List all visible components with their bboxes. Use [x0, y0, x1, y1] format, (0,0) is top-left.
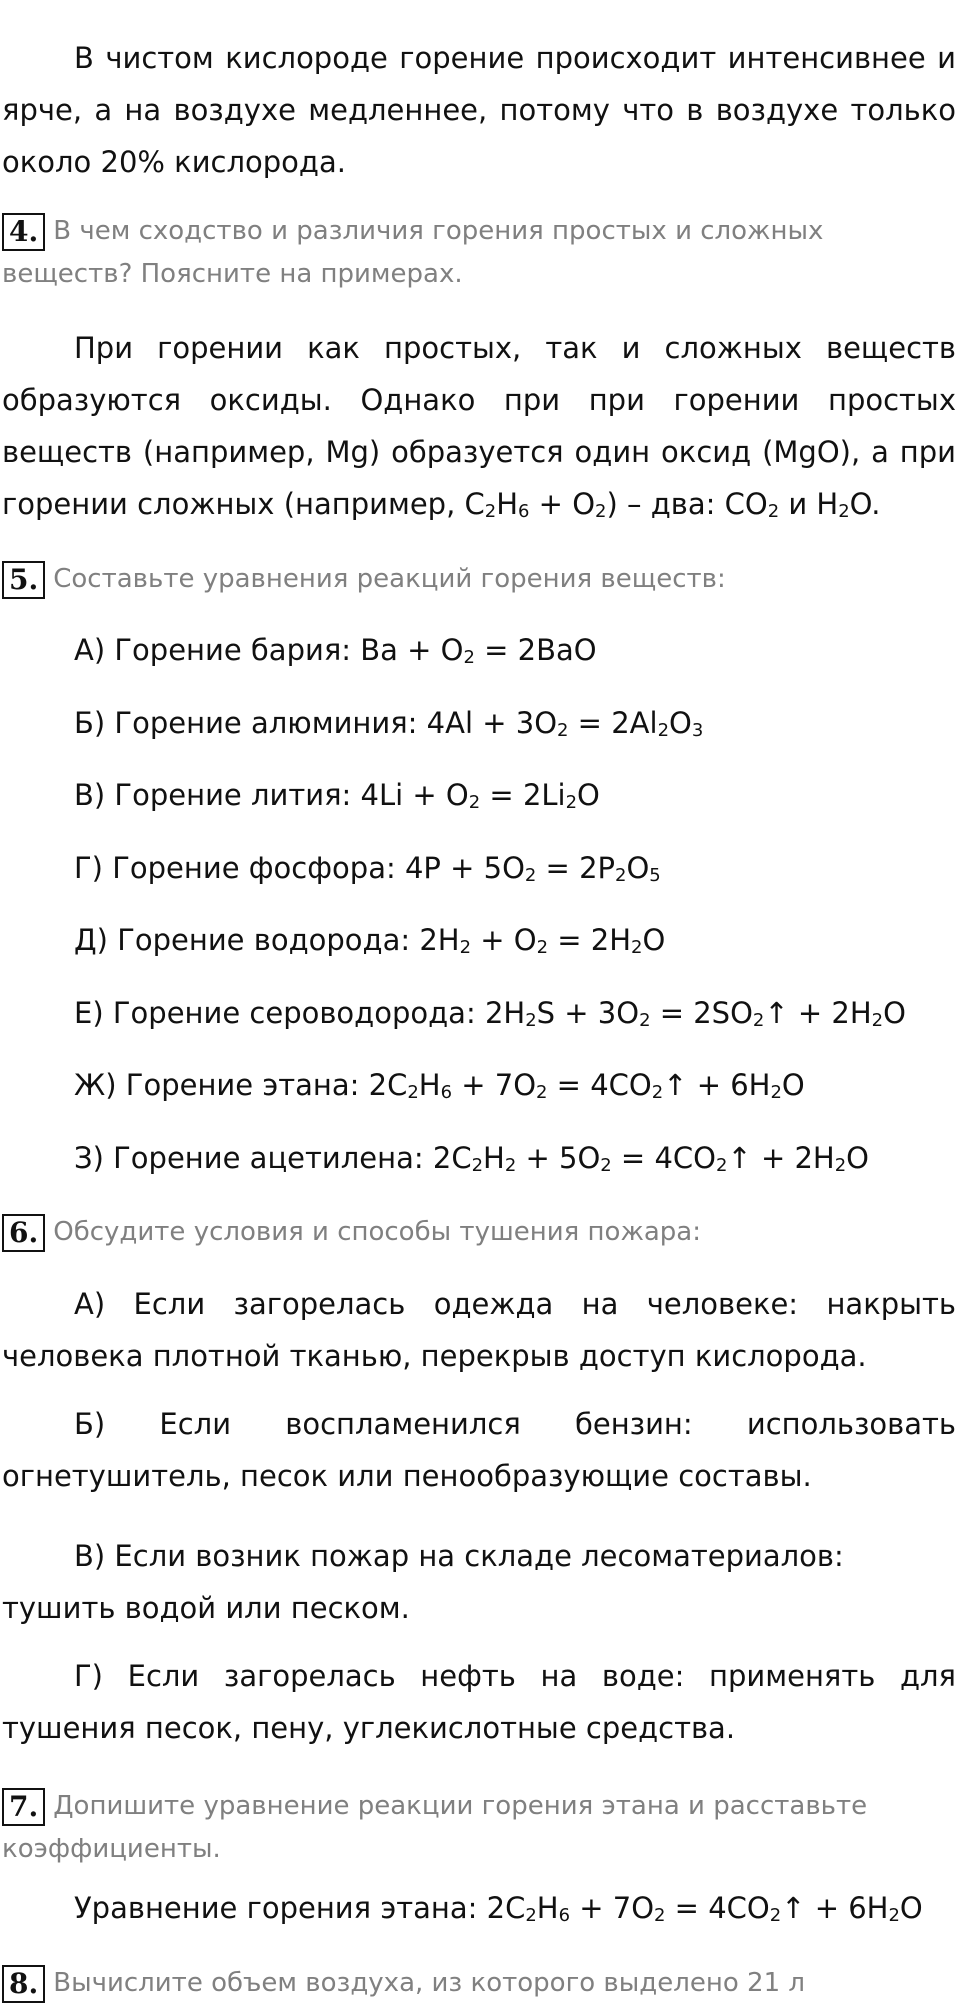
answer-4-paragraph: При горении как простых, так и сложных веществ образуются оксиды. Однако при при горении простых веществ (например, Mg) образуется один оксид (MgO), а при горении сложных (например, $C_2H_6 + O_2$) – два: $CO_2$ и $H_2O$. — [2, 331, 956, 523]
task-number: 7. — [2, 1788, 45, 1826]
reaction-line — [74, 1065, 805, 1105]
reaction-equation: $2C_2H_6 + 7O_2$ = $4CO_2↑ + 6H_2O$ — [368, 1068, 805, 1104]
answer-6b-paragraph: Б) Если воспламенился бензин: использовать огнетушитель, песок или пенообразующие составы. — [2, 1407, 956, 1493]
reaction-line — [74, 703, 703, 743]
reaction-label: Б) Горение алюминия: — [74, 706, 427, 740]
reaction-equation: $2H_2S + 3O_2$ = $2SO_2↑ + 2H_2O$ — [484, 996, 906, 1032]
reaction-label: А) Горение бария: — [74, 633, 361, 667]
task-question: В чем сходство и различия горения простых и сложных веществ? Поясните на примерах. — [2, 216, 824, 289]
reaction-line — [74, 775, 600, 815]
reaction-line — [74, 630, 597, 670]
reaction-label: Е) Горение сероводорода: — [74, 996, 485, 1030]
reaction-equation: $2C_2H_6 + 7O_2$ = $4CO_2↑ + 6H_2O$ — [486, 1891, 923, 1927]
reaction-equation: $Ba + O_2 = 2BaO$ — [360, 633, 597, 669]
task-4 — [2, 210, 952, 296]
task-6 — [2, 1211, 952, 1254]
reaction-equation: $2H_2 + O_2 = 2H_2O$ — [419, 923, 666, 959]
reaction-line — [74, 993, 906, 1033]
task-question: Вычислите объем воздуха, из которого выделено 21 л — [53, 1968, 805, 1998]
task-number: 8. — [2, 1965, 45, 2003]
reaction-label: Ж) Горение этана: — [74, 1068, 369, 1102]
task-question: Составьте уравнения реакций горения веществ: — [53, 564, 726, 594]
task-number: 6. — [2, 1214, 45, 1252]
answer-6d-paragraph: Г) Если загорелась нефть на воде: применять для тушения песок, пену, углекислотные средства. — [2, 1659, 956, 1745]
task-number: 5. — [2, 561, 45, 599]
answer-7-line — [74, 1888, 923, 1928]
task-7 — [2, 1785, 952, 1871]
task-question: Допишите уравнение реакции горения этана и расставьте коэффициенты. — [2, 1791, 868, 1864]
reaction-label: Д) Горение водорода: — [74, 923, 420, 957]
answer-6a-paragraph: А) Если загорелась одежда на человеке: накрыть человека плотной тканью, перекрыв доступ кислорода. — [2, 1287, 956, 1373]
reaction-line — [74, 920, 665, 960]
reaction-label: В) Горение лития: — [74, 778, 361, 812]
task-8 — [2, 1962, 952, 2005]
task-number: 4. — [2, 213, 45, 251]
reaction-label: Уравнение горения этана: — [74, 1891, 487, 1925]
task-question: Обсудите условия и способы тушения пожара: — [53, 1217, 701, 1247]
reaction-line — [74, 848, 661, 888]
reaction-equation: $2C_2H_2 + 5O_2$ = $4CO_2↑ + 2H_2O$ — [432, 1141, 869, 1177]
reaction-line — [74, 1138, 869, 1178]
answer-6c-paragraph: В) Если возник пожар на складе лесоматериалов: тушить водой или песком. — [2, 1539, 844, 1625]
reaction-equation: $4Li + O_2 = 2Li_2O$ — [360, 778, 600, 814]
task-5 — [2, 558, 952, 601]
reaction-label: Г) Горение фосфора: — [74, 851, 405, 885]
reaction-equation: $4Al + 3O_2 = 2Al_2O_3$ — [426, 706, 704, 742]
reaction-label: З) Горение ацетилена: — [74, 1141, 433, 1175]
answer-3-paragraph: В чистом кислороде горение происходит интенсивнее и ярче, а на воздухе медленнее, потому что в воздухе только около 20% кислорода. — [2, 41, 956, 179]
reaction-equation: $4P + 5O_2 = 2P_2O_5$ — [404, 851, 661, 887]
